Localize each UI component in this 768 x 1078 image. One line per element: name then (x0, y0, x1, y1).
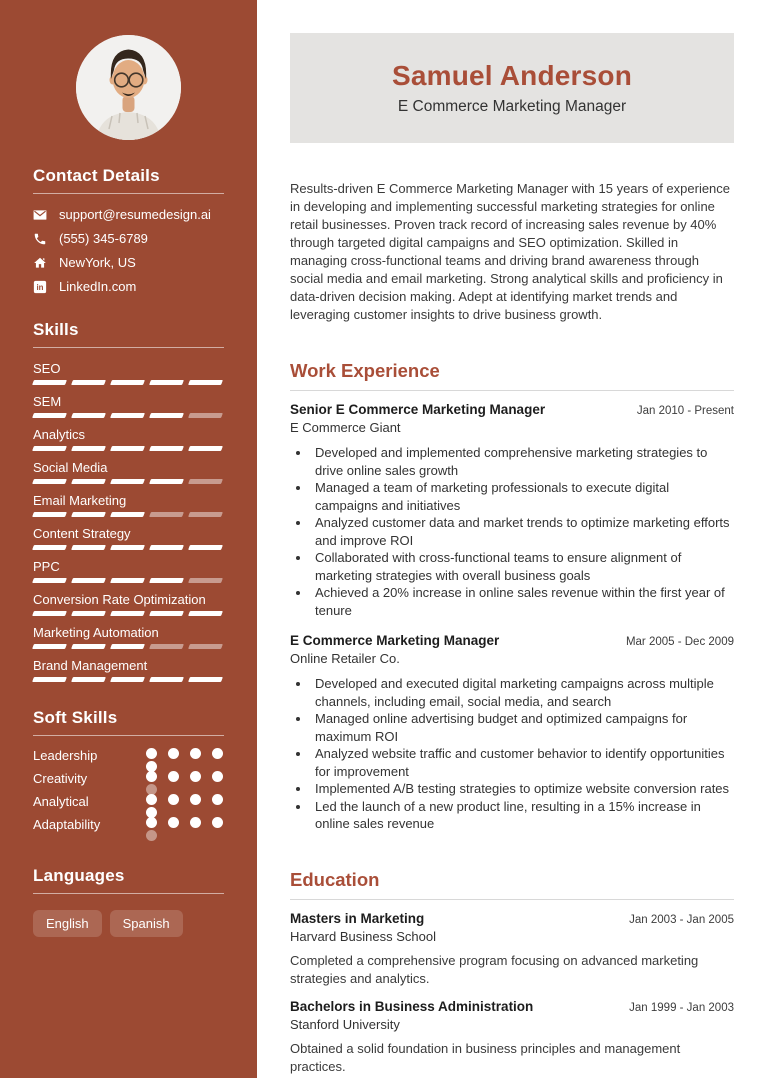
skill-bar (33, 479, 224, 484)
skill-bar-segment (110, 512, 145, 517)
rating-dot (146, 817, 157, 828)
rating-dot (212, 771, 223, 782)
skill-name: SEO (33, 361, 61, 376)
education-entry (290, 999, 734, 1076)
language-pill: Spanish (110, 910, 183, 937)
rating-dot (212, 748, 223, 759)
skill-bar (33, 644, 224, 649)
skill-bar-segment (71, 380, 106, 385)
skill-bar-segment (32, 479, 67, 484)
skill-bar (33, 446, 224, 451)
rating-dot (190, 771, 201, 782)
skill-name: Analytics (33, 427, 86, 442)
job-bullet: • Managed a team of marketing professionals to execute digital campaigns and initiatives (311, 479, 734, 514)
skill-bar-segment (188, 578, 223, 583)
skill-bar-segment (32, 380, 67, 385)
skill-item (33, 493, 224, 517)
skill-name: Content Strategy (33, 526, 131, 541)
languages-list (33, 910, 224, 937)
skill-name: Social Media (33, 460, 108, 475)
skill-bar-segment (71, 413, 106, 418)
skill-bar-segment (188, 413, 223, 418)
contact-item (33, 207, 224, 222)
home-icon (33, 256, 48, 270)
rating-dot (146, 771, 157, 782)
contact-text: (555) 345-6789 (59, 231, 148, 246)
skill-bar (33, 545, 224, 550)
skill-bar (33, 413, 224, 418)
rating-dot (190, 794, 201, 805)
contact-item (33, 231, 224, 246)
job-entry (290, 402, 734, 619)
rating-dot (168, 794, 179, 805)
job-dates: Mar 2005 - Dec 2009 (625, 636, 734, 648)
contact-text: NewYork, US (59, 255, 136, 270)
skill-item (33, 625, 224, 649)
skill-item (33, 394, 224, 418)
divider (33, 193, 224, 194)
education-header (290, 999, 734, 1014)
skill-bar-segment (149, 512, 184, 517)
svg-text:in: in (36, 282, 44, 292)
languages-section (33, 866, 224, 937)
skill-name: PPC (33, 559, 60, 574)
skill-bar-segment (188, 479, 223, 484)
skill-bar-segment (188, 677, 223, 682)
divider (290, 899, 734, 900)
skill-bar-segment (188, 545, 223, 550)
skill-bar-segment (110, 611, 145, 616)
soft-skill-item (33, 817, 224, 840)
work-experience-title: Work Experience (290, 360, 440, 381)
soft-skill-name: Leadership (33, 748, 98, 763)
contact-section (33, 166, 224, 294)
skill-bar-segment (32, 413, 67, 418)
skill-bar-segment (71, 545, 106, 550)
skill-bar-segment (188, 446, 223, 451)
skill-bar (33, 512, 224, 517)
job-bullet: • Analyzed customer data and market trends to optimize marketing efforts and improve ROI (311, 514, 734, 549)
skill-bar-segment (32, 446, 67, 451)
skill-bar-segment (71, 446, 106, 451)
contact-text: support@resumedesign.ai (59, 207, 211, 222)
education-list (290, 911, 734, 1076)
skill-bar-segment (149, 644, 184, 649)
job-bullet: • Developed and implemented comprehensive marketing strategies to drive online sales growth (311, 444, 734, 479)
education-title: Education (290, 868, 380, 890)
rating-dot (190, 748, 201, 759)
skill-item (33, 559, 224, 583)
main-content (257, 0, 768, 1078)
skill-bar-segment (71, 644, 106, 649)
skill-bar-segment (110, 677, 145, 682)
job-role: Senior E Commerce Marketing Manager (290, 402, 546, 417)
skill-bar (33, 677, 224, 682)
skill-item (33, 592, 224, 616)
rating-dot (146, 748, 157, 759)
skill-bar-segment (188, 611, 223, 616)
skill-name: Conversion Rate Optimization (33, 592, 206, 607)
skill-item (33, 460, 224, 484)
skill-bar-segment (149, 479, 184, 484)
job-bullets (290, 675, 734, 833)
divider (33, 347, 224, 348)
skill-bar-segment (188, 644, 223, 649)
rating-dot (146, 794, 157, 805)
rating-dot (212, 817, 223, 828)
skill-bar-segment (32, 545, 67, 550)
skill-item (33, 526, 224, 550)
skill-item (33, 361, 224, 385)
school-name: Harvard Business School (290, 928, 436, 944)
rating-dot (190, 817, 201, 828)
education-description: Completed a comprehensive program focusing on advanced marketing strategies and analytics. (290, 952, 699, 986)
person-name: Samuel Anderson (391, 60, 632, 91)
work-experience-section (290, 360, 734, 833)
soft-skills-list (33, 748, 224, 840)
skill-bar (33, 578, 224, 583)
skill-bar (33, 380, 224, 385)
skill-bar-segment (110, 644, 145, 649)
job-header (290, 633, 734, 648)
soft-skill-name: Creativity (33, 771, 88, 786)
soft-skill-item (33, 748, 224, 771)
skill-bar-segment (32, 644, 67, 649)
soft-skill-name: Adaptability (33, 817, 101, 832)
job-dates: Jan 2010 - Present (636, 405, 734, 417)
job-bullets (290, 444, 734, 619)
skill-bar-segment (149, 677, 184, 682)
skill-name: SEM (33, 394, 62, 409)
skill-name: Marketing Automation (33, 625, 159, 640)
rating-dots (146, 771, 224, 795)
job-bullet: • Analyzed website traffic and customer behavior to identify opportunities for improvement (311, 745, 734, 780)
profile-photo (76, 35, 181, 140)
skill-bar-segment (149, 611, 184, 616)
skill-item (33, 658, 224, 682)
soft-skills-title: Soft Skills (33, 708, 118, 727)
education-section (290, 869, 734, 1076)
rating-dot (168, 817, 179, 828)
skill-bar-segment (110, 545, 145, 550)
header-banner (290, 33, 734, 143)
skill-bar-segment (110, 413, 145, 418)
contact-item (33, 279, 224, 294)
job-bullet: • Collaborated with cross-functional teams to ensure alignment of marketing strategies with overall business goals (311, 549, 734, 584)
job-company: Online Retailer Co. (290, 651, 400, 666)
soft-skill-name: Analytical (33, 794, 89, 809)
degree-name: Bachelors in Business Administration (290, 998, 534, 1014)
skill-bar-segment (149, 545, 184, 550)
skill-bar-segment (110, 479, 145, 484)
rating-dot (146, 830, 157, 841)
job-role: E Commerce Marketing Manager (290, 633, 500, 648)
education-entry (290, 911, 734, 988)
contact-title: Contact Details (33, 166, 160, 185)
divider (33, 735, 224, 736)
education-description: Obtained a solid foundation in business principles and management practices. (290, 1040, 681, 1074)
skill-bar-segment (188, 512, 223, 517)
job-bullet: • Implemented A/B testing strategies to optimize website conversion rates (311, 780, 734, 798)
skill-bar-segment (32, 578, 67, 583)
rating-dot (168, 771, 179, 782)
divider (33, 893, 224, 894)
contact-text: LinkedIn.com (59, 279, 137, 294)
job-company: E Commerce Giant (290, 420, 401, 435)
job-bullet: • Managed online advertising budget and optimized campaigns for maximum ROI (311, 710, 734, 745)
skill-bar-segment (71, 512, 106, 517)
rating-dots (146, 794, 224, 818)
soft-skills-section (33, 708, 224, 840)
languages-title: Languages (33, 866, 125, 885)
language-pill: English (33, 910, 102, 937)
skill-bar (33, 611, 224, 616)
skill-bar-segment (149, 380, 184, 385)
avatar-illustration (76, 35, 181, 140)
skill-bar-segment (149, 578, 184, 583)
skill-bar-segment (71, 578, 106, 583)
job-header (290, 402, 734, 417)
rating-dot (168, 748, 179, 759)
contact-list (33, 207, 224, 294)
skill-bar-segment (71, 479, 106, 484)
sidebar (0, 0, 257, 1078)
email-icon (33, 208, 48, 222)
education-dates: Jan 1999 - Jan 2003 (629, 1001, 734, 1014)
jobs-list (290, 402, 734, 833)
rating-dots (146, 748, 224, 772)
school-name: Stanford University (290, 1016, 400, 1032)
skill-bar-segment (71, 677, 106, 682)
skill-bar-segment (188, 380, 223, 385)
rating-dot (212, 794, 223, 805)
person-title: E Commerce Marketing Manager (397, 98, 627, 115)
job-entry (290, 633, 734, 833)
contact-item (33, 255, 224, 270)
job-bullet: • Led the launch of a new product line, resulting in a 15% increase in online sales revenue (311, 798, 734, 833)
skills-list (33, 361, 224, 682)
skill-bar-segment (110, 380, 145, 385)
skill-name: Email Marketing (33, 493, 127, 508)
skill-item (33, 427, 224, 451)
skills-section (33, 320, 224, 682)
skill-name: Brand Management (33, 658, 148, 673)
skill-bar-segment (71, 611, 106, 616)
skill-bar-segment (149, 413, 184, 418)
divider (290, 390, 734, 391)
skill-bar-segment (32, 677, 67, 682)
skill-bar-segment (32, 512, 67, 517)
education-dates: Jan 2003 - Jan 2005 (629, 913, 734, 926)
rating-dots (146, 817, 224, 841)
job-bullet: • Achieved a 20% increase in online sales revenue within the first year of tenure (311, 584, 734, 619)
education-header (290, 911, 734, 926)
skills-title: Skills (33, 320, 79, 339)
skill-bar-segment (32, 611, 67, 616)
summary-text: Results-driven E Commerce Marketing Manager with 15 years of experience in developing and implementing successful marketing strategies for online retail businesses. Proven track record of increasing sales revenue by 40% through targeted digital campaigns and SEO optimization. Skilled in managing cross-functional teams and driving brand awareness through social media and email marketing. Strong analytical skills and proficiency in data-driven decision making. Adept at identifying market trends and leveraging customer insights to drive business growth. (290, 181, 731, 322)
phone-icon (33, 232, 48, 246)
degree-name: Masters in Marketing (290, 910, 425, 926)
linkedin-icon (33, 280, 48, 294)
soft-skill-item (33, 771, 224, 794)
skill-bar-segment (110, 446, 145, 451)
skill-bar-segment (149, 446, 184, 451)
soft-skill-item (33, 794, 224, 817)
skill-bar-segment (110, 578, 145, 583)
job-bullet: • Developed and executed digital marketing campaigns across multiple channels, including email, social media, and search (311, 675, 734, 710)
